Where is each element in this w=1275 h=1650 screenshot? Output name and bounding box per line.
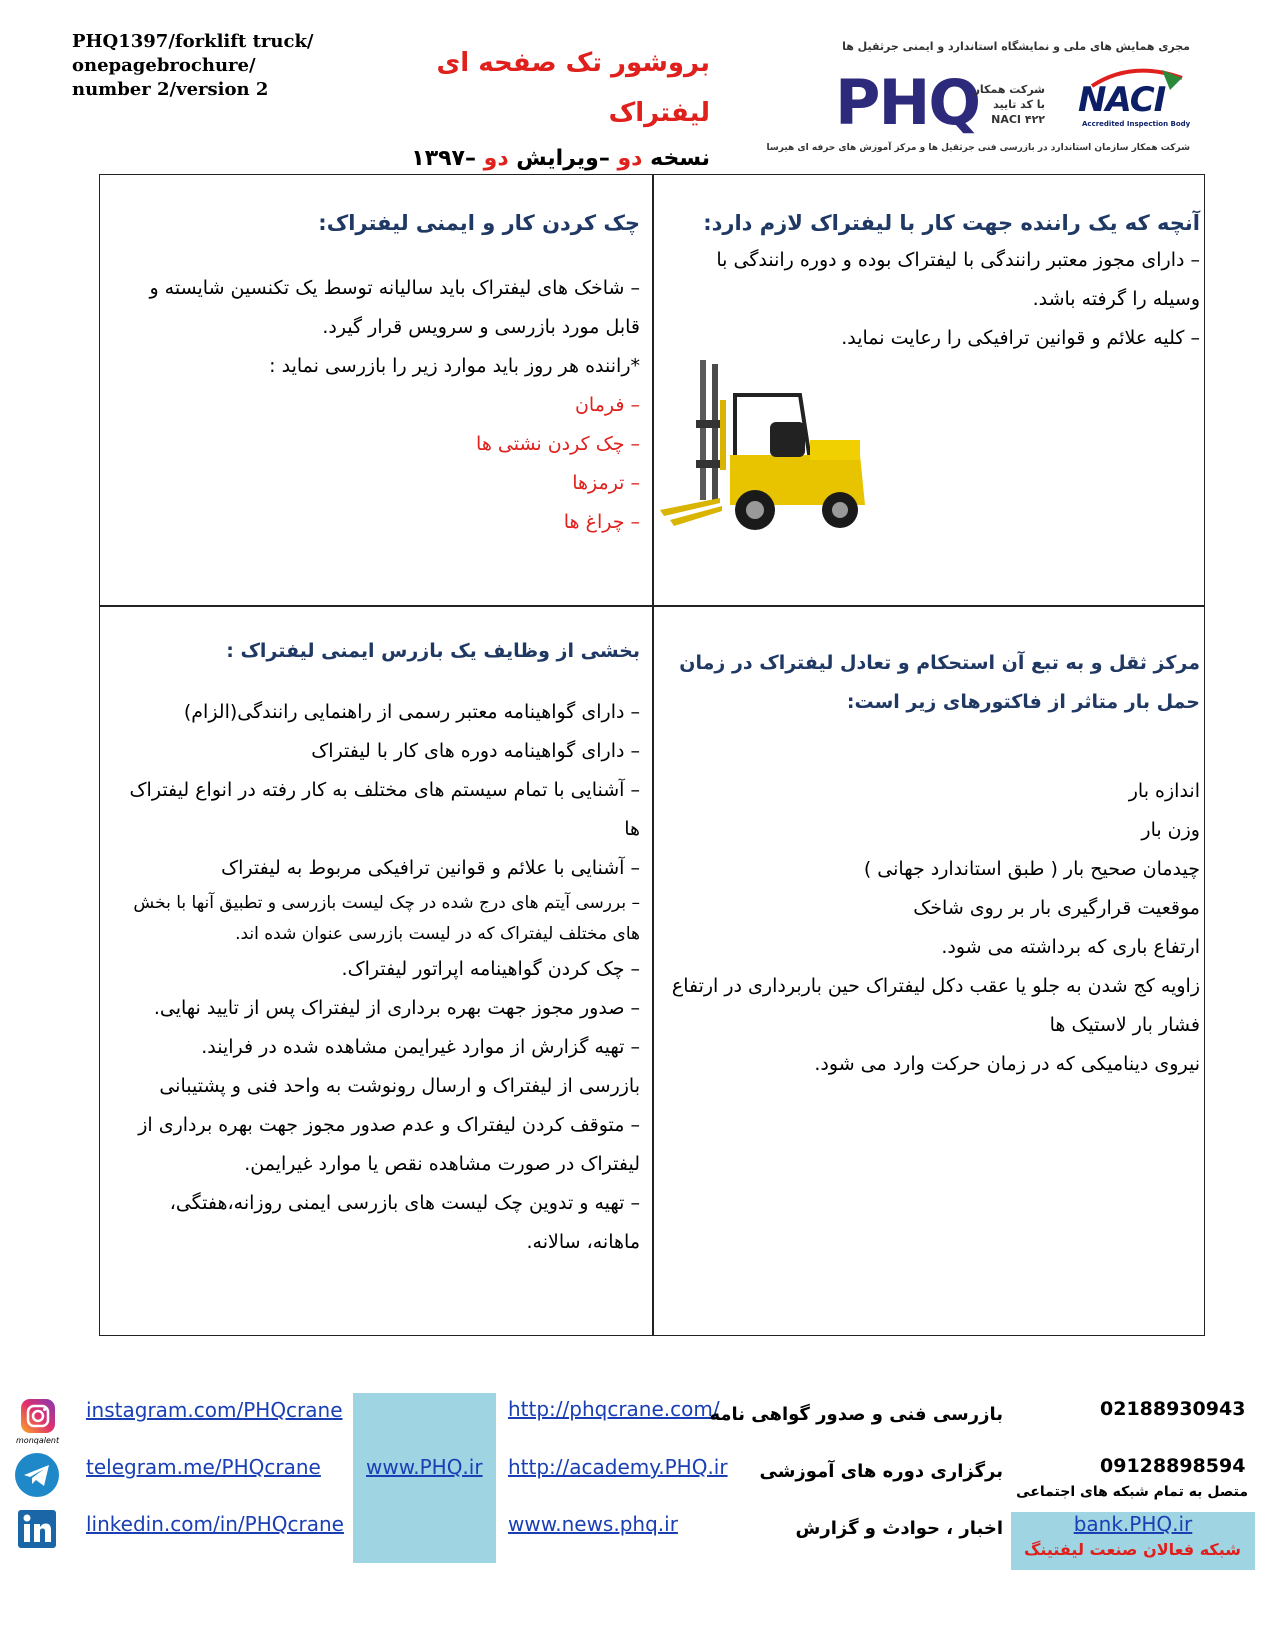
partner-line: با کد تایید [993, 98, 1045, 111]
bank-link[interactable]: bank.PHQ.ir [1073, 1512, 1193, 1536]
instagram-icon[interactable] [20, 1398, 56, 1434]
inspector-duty: – صدور مجوز جهت بهره برداری از لیفتراک پس از تایید نهایی. [153, 997, 640, 1019]
driver-requirements-heading: آنچه که یک راننده جهت کار با لیفتراک لازم دارد: [703, 211, 1200, 235]
inspector-duty: – آشنایی با تمام سیستم های مختلف به کار رفته در انواع لیفتراک ها [129, 779, 640, 840]
naci-logo [1072, 64, 1190, 136]
doc-code-line: onepagebrochure/ [72, 55, 256, 76]
brochure-title: بروشور تک صفحه ای [436, 48, 710, 78]
forklift-image [660, 360, 870, 540]
phq-logo: PHQ [835, 66, 980, 139]
logo-top-text: مجری همایش های ملی و نمایشگاه استاندارد و ایمنی جرثقیل ها [842, 40, 1190, 53]
driver-requirement: – دارای مجوز معتبر رانندگی با لیفتراک بوده و دوره رانندگی با وسیله را گرفته باشد. [716, 249, 1200, 310]
inspector-duty: – دارای گواهینامه دوره های کار با لیفتراک [311, 740, 640, 762]
inspector-duty: بازرسی از لیفتراک و ارسال رونوشت به واحد فنی و پشتیبانی [159, 1075, 640, 1097]
linkedin-icon[interactable] [18, 1510, 56, 1548]
document-code [72, 30, 332, 102]
daily-inspection-item: – چک کردن نشتی ها [476, 433, 640, 455]
logo-bottom-text: شرکت همکار سازمان استاندارد در بازرسی فنی جرثقیل ها و مرکز آموزش های حرفه ای هیرسا [766, 143, 1190, 153]
logo-area [766, 40, 1191, 155]
partner-text [945, 82, 1045, 127]
edition-number: دو [617, 146, 643, 171]
instagram-link[interactable]: instagram.com/PHQcrane [86, 1398, 343, 1422]
naci-subtitle: Accredited Inspection Body [1082, 120, 1191, 128]
stability-factor: موقعیت قرارگیری بار بر روی شاخک [913, 897, 1200, 919]
center-of-gravity-cell [665, 644, 1200, 1084]
partner-line: NACI ۴۲۲ [991, 113, 1045, 126]
edition-word: نسخه [650, 146, 710, 171]
news-link[interactable]: www.news.phq.ir [508, 1512, 678, 1536]
daily-inspection-intro: *راننده هر روز باید موارد زیر را بازرسی نماید : [269, 355, 640, 377]
linkedin-link[interactable]: linkedin.com/in/PHQcrane [86, 1512, 344, 1536]
inspector-duties-heading: بخشی از وظایف یک بازرس ایمنی لیفتراک : [226, 640, 640, 662]
stability-factor: نیروی دینامیکی که در زمان حرکت وارد می شود. [814, 1053, 1200, 1075]
revision-word: –ویرایش [516, 146, 610, 171]
inspector-duty: – تهیه گزارش از موارد غیرایمن مشاهده شده در فرایند. [201, 1036, 640, 1058]
row-divider [99, 605, 1205, 607]
telegram-link[interactable]: telegram.me/PHQcrane [86, 1455, 321, 1479]
daily-inspection-item: – فرمان [574, 394, 640, 416]
inspector-duty: – بررسی آیتم های درج شده در چک لیست بازرسی و تطبیق آنها با بخش های مختلف لیفتراک که در لیست بازرسی عنوان شده اند. [133, 893, 640, 944]
phqcrane-website-link[interactable]: http://phqcrane.com/ [508, 1397, 720, 1421]
academy-link[interactable]: http://academy.PHQ.ir [508, 1455, 728, 1479]
title-block [410, 38, 710, 178]
inspector-duty: – آشنایی با علائم و قوانین ترافیکی مربوط به لیفتراک [221, 857, 640, 879]
forklift-safety-check-cell [112, 205, 640, 542]
instagram-caption: monqalent [16, 1436, 60, 1445]
inspector-duty: – دارای گواهینامه معتبر رسمی از راهنمایی رانندگی(الزام) [183, 701, 640, 723]
phone-number[interactable]: 02188930943 [1100, 1398, 1246, 1420]
social-connected-text: متصل به تمام شبکه های اجتماعی [1016, 1484, 1248, 1500]
stability-factor: وزن بار [1141, 819, 1200, 841]
edition-year: –۱۳۹۷ [411, 146, 476, 171]
revision-number: دو [483, 146, 509, 171]
column-divider [652, 174, 654, 1336]
doc-code-line: PHQ1397/forklift truck/ [72, 31, 314, 52]
driver-requirement: – کلیه علائم و قوانین ترافیکی را رعایت نماید. [841, 327, 1200, 349]
inspector-duty: – چک کردن گواهینامه اپراتور لیفتراک. [341, 958, 640, 980]
center-of-gravity-heading: مرکز ثقل و به تبع آن استحکام و تعادل لیفتراک در زمان حمل بار متاثر از فاکتورهای زیر است: [679, 652, 1200, 713]
fork-inspection-text: – شاخک های لیفتراک باید سالیانه توسط یک تکنسین شایسته و قابل مورد بازرسی و سرویس قرار گیرد. [149, 277, 640, 338]
service-news: اخبار ، حوادث و گزارش [795, 1518, 1003, 1539]
bank-label: شبکه فعالان صنعت لیفتینگ [1023, 1540, 1241, 1559]
brochure-subject: لیفتراک [608, 98, 710, 128]
naci-wordmark: NACI [1078, 80, 1166, 120]
edition-line [410, 140, 710, 178]
phq-website-link[interactable]: www.PHQ.ir [366, 1455, 483, 1479]
driver-requirements-cell [665, 205, 1200, 358]
partner-line: شرکت همکار [973, 83, 1045, 96]
inspector-duty: – تهیه و تدوین چک لیست های بازرسی ایمنی روزانه،هفتگی، ماهانه، سالانه. [169, 1192, 640, 1253]
safety-check-heading: چک کردن کار و ایمنی لیفتراک: [318, 211, 640, 235]
stability-factor: فشار بار لاستیک ها [1049, 1014, 1200, 1036]
daily-inspection-item: – ترمزها [572, 472, 640, 494]
stability-factor: ارتفاع باری که برداشته می شود. [941, 936, 1200, 958]
stability-factor: چیدمان صحیح بار ( طبق استاندارد جهانی ) [863, 858, 1200, 880]
telegram-icon[interactable] [14, 1452, 60, 1498]
service-inspection: بازرسی فنی و صدور گواهی نامه [709, 1404, 1003, 1425]
mobile-number[interactable]: 09128898594 [1100, 1455, 1246, 1477]
inspector-duty: – متوقف کردن لیفتراک و عدم صدور مجوز جهت بهره برداری از لیفتراک در صورت مشاهده نقص یا موارد غیرایمن. [138, 1114, 640, 1175]
daily-inspection-item: – چراغ ها [563, 511, 640, 533]
stability-factor: اندازه بار [1128, 780, 1200, 802]
inspector-duties-cell [112, 632, 640, 1262]
service-training: برگزاری دوره های آموزشی [759, 1461, 1003, 1482]
stability-factor: زاویه کج شدن به جلو یا عقب دکل لیفتراک حین باربرداری در ارتفاع [671, 975, 1200, 997]
doc-code-line: number 2/version 2 [72, 79, 269, 100]
